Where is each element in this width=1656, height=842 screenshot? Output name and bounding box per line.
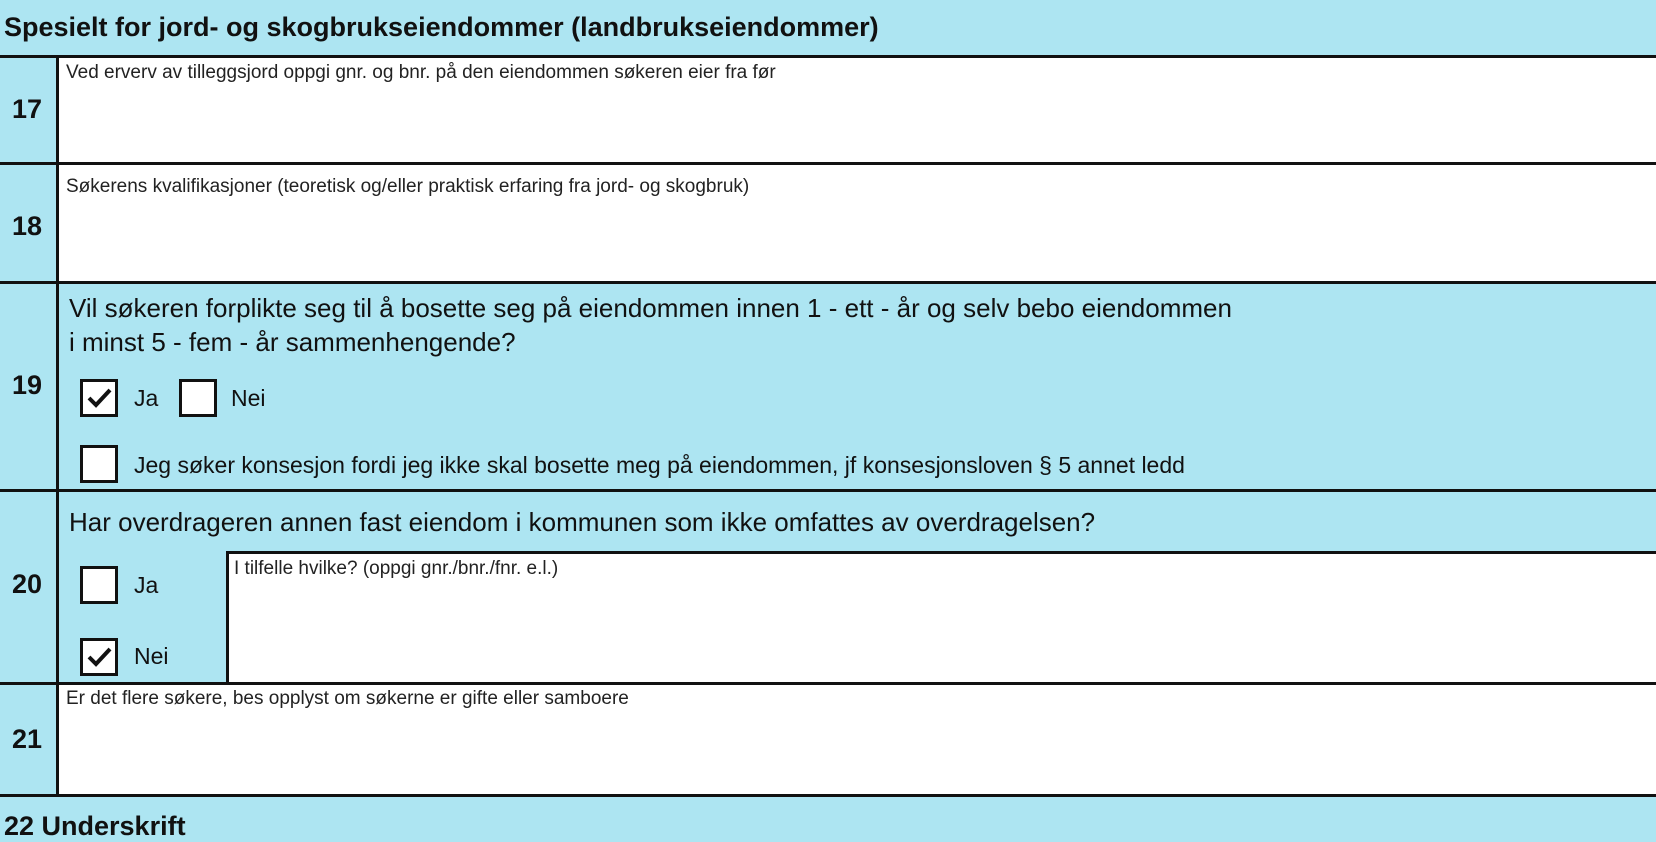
check-icon	[87, 387, 112, 409]
row-number-cell	[0, 492, 59, 682]
qualifications-field[interactable]	[59, 165, 1656, 281]
row-number: 17	[12, 94, 43, 124]
residence-no-label: Nei	[231, 385, 266, 411]
field-label: Ved erverv av tilleggsjord oppgi gnr. og bnr. på den eiendommen søkeren eier fra før	[66, 62, 776, 83]
form-row-18	[0, 165, 1656, 284]
row-number: 20	[12, 569, 43, 599]
row-number-cell	[0, 165, 59, 281]
exemption-label: Jeg søker konsesjon fordi jeg ikke skal bosette meg på eiendommen, jf konsesjonsloven § 5 annet ledd	[134, 452, 1185, 478]
next-section-header	[0, 797, 1656, 841]
property-details-field[interactable]	[226, 551, 1656, 682]
row-number: 21	[12, 724, 43, 754]
form-row-20	[0, 492, 1656, 685]
check-icon	[87, 646, 112, 668]
form-row-17	[0, 58, 1656, 165]
other-property-yes-checkbox[interactable]	[80, 566, 118, 604]
tilleggsjord-field[interactable]	[59, 58, 1656, 162]
other-property-question: Har overdrageren annen fast eiendom i kommunen som ikke omfattes av overdragelsen?	[69, 507, 1096, 537]
form-row-19	[0, 284, 1656, 492]
form-row-21	[0, 685, 1656, 797]
next-section-title: 22 Underskrift	[4, 811, 186, 841]
row-number-cell	[0, 685, 59, 794]
row-number-cell	[0, 58, 59, 162]
exemption-checkbox[interactable]	[80, 445, 118, 483]
other-property-yes-label: Ja	[134, 572, 159, 598]
section-title: Spesielt for jord- og skogbrukseiendommer (landbrukseiendommer)	[4, 12, 879, 42]
field-label: I tilfelle hvilke? (oppgi gnr./bnr./fnr. e.l.)	[234, 558, 559, 579]
residence-yes-label: Ja	[134, 385, 159, 411]
residence-yes-checkbox[interactable]	[80, 379, 118, 417]
row-number: 18	[12, 211, 43, 241]
residence-no-checkbox[interactable]	[179, 379, 217, 417]
other-property-no-label: Nei	[134, 643, 169, 669]
field-label: Søkerens kvalifikasjoner (teoretisk og/eller praktisk erfaring fra jord- og skogbruk)	[66, 176, 750, 197]
section-header	[0, 0, 1656, 58]
row-number: 19	[12, 370, 43, 400]
residence-question-line1: Vil søkeren forplikte seg til å bosette seg på eiendommen innen 1 - ett - år og selv bebo eiendommen	[69, 293, 1232, 323]
field-label: Er det flere søkere, bes opplyst om søkerne er gifte eller samboere	[66, 688, 629, 709]
other-property-no-checkbox[interactable]	[80, 638, 118, 676]
married-cohabitant-field[interactable]	[59, 685, 1656, 794]
residence-question-line2: i minst 5 - fem - år sammenhengende?	[69, 327, 516, 357]
row-number-cell	[0, 284, 59, 489]
